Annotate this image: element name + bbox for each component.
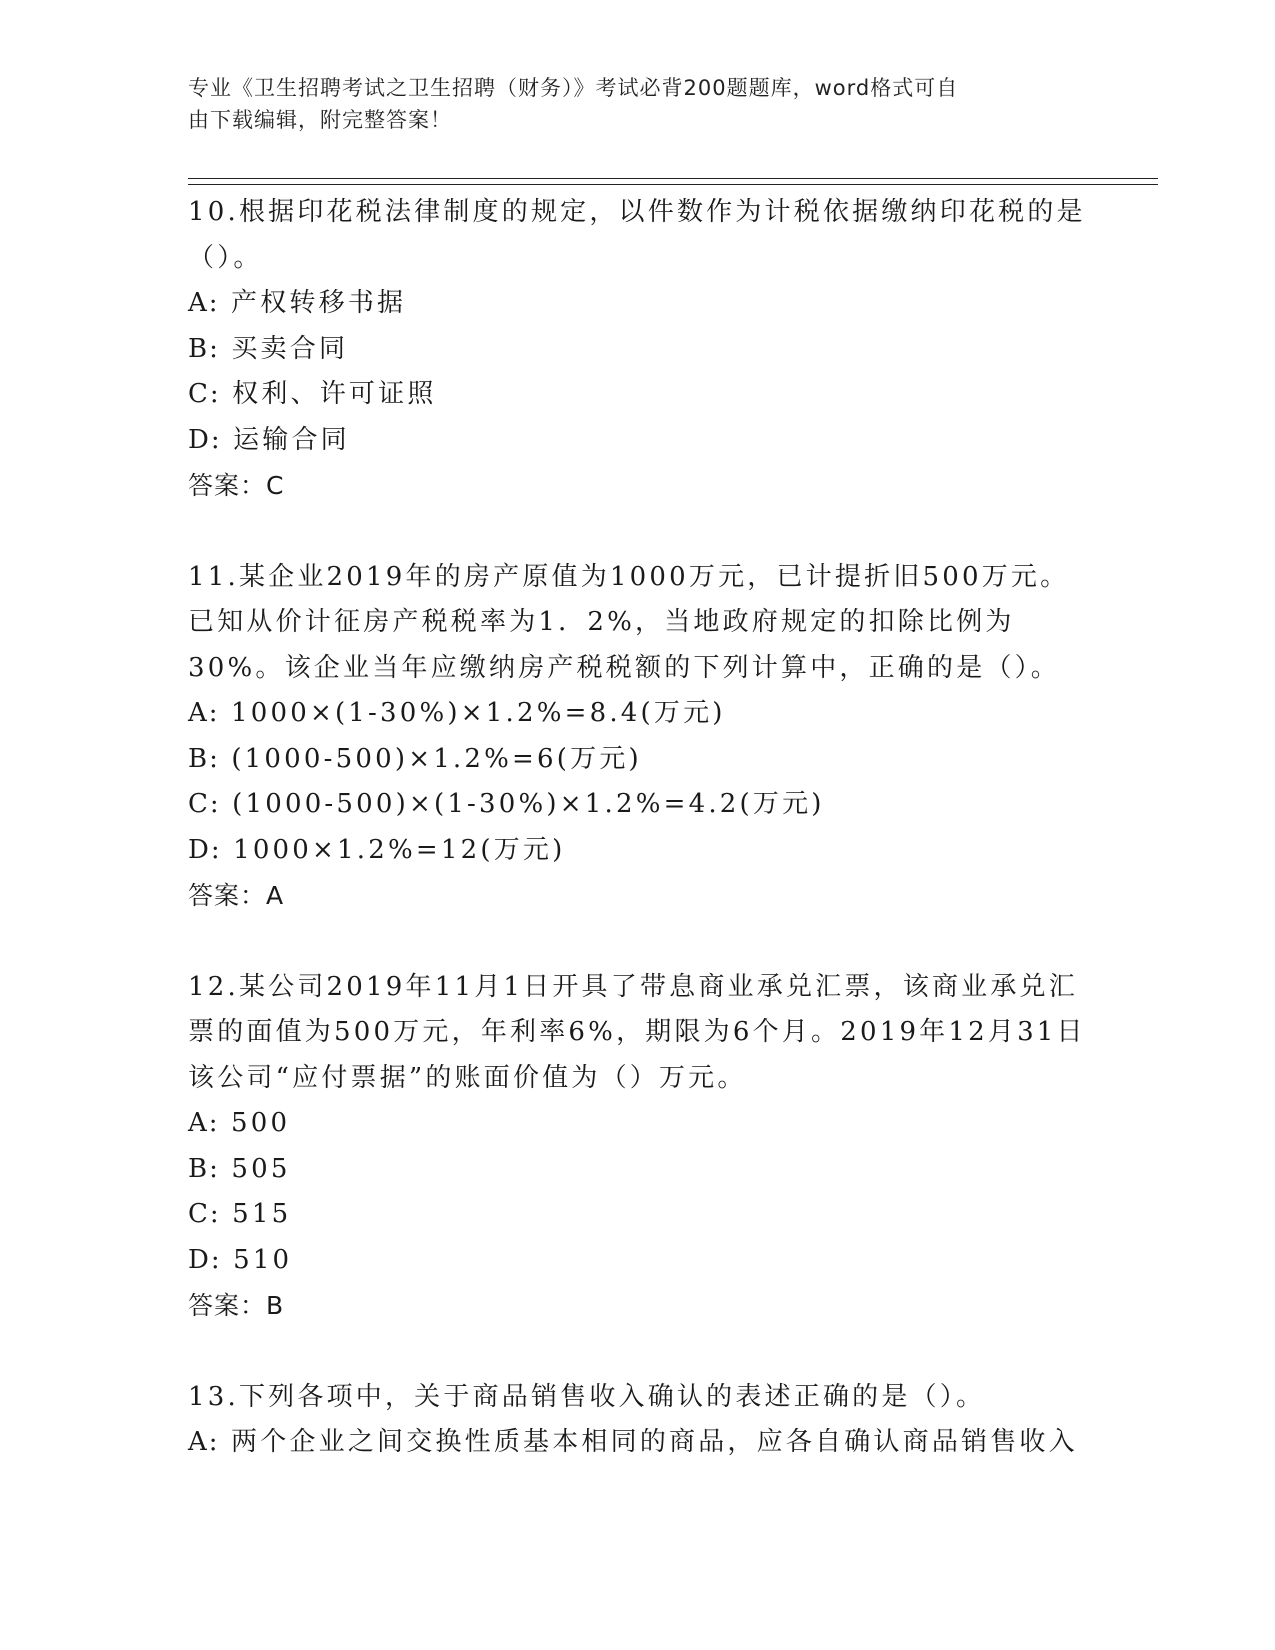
option-text: 515 xyxy=(232,1199,292,1229)
spacer xyxy=(188,919,1088,965)
option-text: 1000×(1-30%)×1.2%=8.4(万元) xyxy=(231,698,726,728)
option-letter: A: xyxy=(188,698,220,728)
option-letter: D: xyxy=(188,1244,222,1275)
option-text: 权利、许可证照 xyxy=(232,379,437,409)
option-a xyxy=(188,281,1088,327)
document-header xyxy=(188,72,1068,136)
answer-line: 答案：C xyxy=(188,471,285,500)
option-letter: A: xyxy=(188,288,220,318)
option-letter: A: xyxy=(188,1427,220,1457)
header-line-2: 由下载编辑，附完整答案！ xyxy=(188,108,452,132)
question-10 xyxy=(188,190,1088,509)
option-letter: B: xyxy=(188,1153,220,1184)
option-letter: C: xyxy=(188,1199,221,1229)
spacer xyxy=(188,509,1088,555)
question-text: 10.根据印花税法律制度的规定，以件数作为计税依据缴纳印花税的是（）。 xyxy=(188,197,1086,273)
option-b xyxy=(188,327,1088,373)
spacer xyxy=(188,1329,1088,1375)
option-b xyxy=(188,1147,1088,1193)
option-letter: B: xyxy=(188,333,220,364)
option-text: 买卖合同 xyxy=(231,333,349,364)
answer-line: 答案：B xyxy=(188,1291,285,1320)
option-letter: C: xyxy=(188,379,221,409)
option-text: 505 xyxy=(231,1153,291,1184)
option-b xyxy=(188,737,1088,783)
option-letter: D: xyxy=(188,834,222,865)
header-line-1: 专业《卫生招聘考试之卫生招聘（财务）》考试必背200题题库，word格式可自 xyxy=(188,76,959,100)
option-text: 1000×1.2%=12(万元) xyxy=(233,834,566,865)
question-13 xyxy=(188,1375,1088,1466)
option-a xyxy=(188,691,1088,737)
option-c xyxy=(188,782,1088,828)
option-text: 产权转移书据 xyxy=(231,288,407,318)
question-text: 12.某公司2019年11月1日开具了带息商业承兑汇票，该商业承兑汇票的面值为500万元，年利率6%，期限为6个月。2019年12月31日该公司“应付票据”的账面价值为（）万元。 xyxy=(188,971,1086,1093)
option-text: 两个企业之间交换性质基本相同的商品，应各自确认商品销售收入 xyxy=(231,1427,1078,1457)
option-text: 运输合同 xyxy=(233,424,350,455)
header-rule-top xyxy=(188,178,1158,179)
option-d xyxy=(188,1238,1088,1284)
option-text: (1000-500)×(1-30%)×1.2%=4.2(万元) xyxy=(232,789,825,819)
header-rule-bottom xyxy=(188,184,1158,185)
option-d xyxy=(188,828,1088,874)
option-text: 500 xyxy=(231,1108,291,1138)
question-list xyxy=(188,190,1088,1466)
question-12 xyxy=(188,965,1088,1329)
answer-line: 答案：A xyxy=(188,881,285,910)
option-d xyxy=(188,418,1088,464)
option-text: (1000-500)×1.2%=6(万元) xyxy=(231,743,642,774)
option-c xyxy=(188,372,1088,418)
question-11 xyxy=(188,555,1088,919)
option-letter: A: xyxy=(188,1108,220,1138)
option-a xyxy=(188,1101,1088,1147)
option-letter: C: xyxy=(188,789,221,819)
question-text: 11.某企业2019年的房产原值为1000万元，已计提折旧500万元。已知从价计征房产税税率为1．2%，当地政府规定的扣除比例为30%。该企业当年应缴纳房产税税额的下列计算中，正确的是（）。 xyxy=(188,561,1070,683)
option-a xyxy=(188,1420,1088,1466)
option-letter: B: xyxy=(188,743,220,774)
option-c xyxy=(188,1192,1088,1238)
option-letter: D: xyxy=(188,424,222,455)
question-text: 13.下列各项中，关于商品销售收入确认的表述正确的是（）。 xyxy=(188,1381,986,1412)
option-text: 510 xyxy=(233,1244,293,1275)
